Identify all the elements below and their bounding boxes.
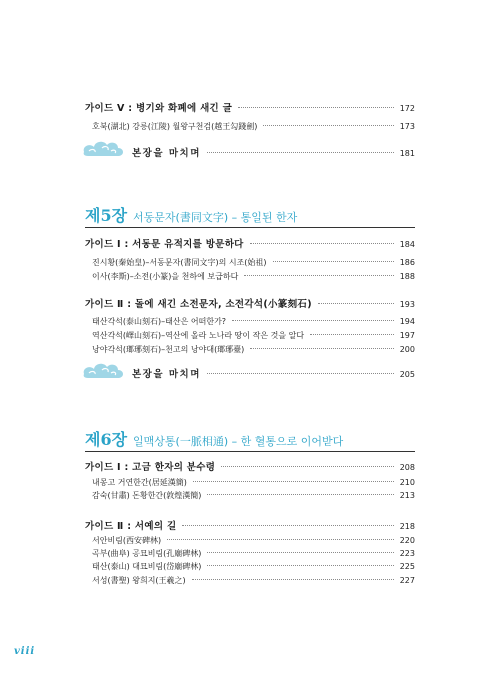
leader-dots: [263, 125, 393, 126]
item-label: 진시황(秦始皇)–서동문자(書同文字)의 시조(始祖): [92, 258, 267, 267]
toc-item[interactable]: [92, 477, 415, 488]
item-label: 낭야각석(瑯琊刻石)–천고의 낭야대(瑯琊臺): [92, 345, 245, 354]
toc-item[interactable]: [92, 121, 415, 132]
leader-dots: [193, 481, 394, 482]
item-label: 서성(書聖) 왕희지(王羲之): [92, 576, 186, 585]
item-label: 서안비림(西安碑林): [92, 536, 162, 545]
chapter-title: 서동문자(書同文字) – 통일된 한자: [133, 211, 298, 224]
item-label: 이사(李斯)–소전(小篆)을 천하에 보급하다: [92, 272, 239, 281]
leader-dots: [182, 525, 393, 526]
item-label: 곡부(曲阜) 공묘비림(孔廟碑林): [92, 549, 202, 558]
leader-dots: [273, 261, 394, 262]
toc-guide-v[interactable]: [85, 100, 415, 114]
page-number: 223: [399, 549, 415, 558]
toc-summary[interactable]: [132, 145, 415, 159]
chapter-6-heading[interactable]: [85, 427, 343, 450]
toc-item[interactable]: [92, 561, 415, 572]
guide-label: 가이드 Ⅴ : 병기와 화폐에 새긴 글: [85, 103, 233, 114]
leader-dots: [167, 539, 394, 540]
page-number: 194: [399, 317, 415, 326]
toc-item[interactable]: [92, 575, 415, 586]
item-label: 태산각석(泰山刻石)–태산은 어떠한가?: [92, 317, 227, 326]
page-number: 193: [399, 300, 415, 309]
chapter-5-heading[interactable]: [85, 203, 297, 226]
page-number: 181: [399, 149, 415, 158]
toc-item[interactable]: [92, 330, 415, 341]
page-number: 200: [399, 345, 415, 354]
guide-label: 가이드 Ⅰ : 고금 한자의 분수령: [85, 462, 216, 473]
item-label: 호북(湖北) 강릉(江陵) 월왕구천검(越王勾踐劍): [92, 122, 258, 131]
page-number: 227: [399, 576, 415, 585]
toc-item[interactable]: [92, 548, 415, 559]
item-label: 태산(泰山) 대묘비림(岱廟碑林): [92, 562, 202, 571]
page-number: 218: [399, 522, 415, 531]
leader-dots: [221, 466, 394, 467]
chapter-number: 제6장: [85, 430, 128, 449]
toc-guide[interactable]: [85, 459, 415, 473]
leader-dots: [250, 348, 393, 349]
leader-dots: [250, 243, 394, 244]
toc-summary[interactable]: [132, 366, 415, 380]
leader-dots: [310, 334, 394, 335]
cloud-ornament-icon: [80, 358, 126, 384]
page-number: 172: [399, 104, 415, 113]
guide-label: 가이드 Ⅰ : 서동문 유적지를 방문하다: [85, 239, 244, 250]
chapter-rule: [85, 227, 415, 228]
page-number: 188: [399, 272, 415, 281]
page-number: 173: [399, 122, 415, 131]
chapter-title: 일맥상통(一脈相通) – 한 혈통으로 이어받다: [133, 435, 344, 448]
leader-dots: [232, 320, 394, 321]
leader-dots: [207, 552, 393, 553]
toc-guide[interactable]: [85, 236, 415, 250]
page-number: 205: [399, 370, 415, 379]
toc-guide[interactable]: [85, 518, 415, 532]
leader-dots: [207, 373, 394, 374]
toc-item[interactable]: [92, 535, 415, 546]
page-number: 197: [399, 331, 415, 340]
leader-dots: [192, 579, 394, 580]
leader-dots: [207, 565, 393, 566]
page-number: 210: [399, 478, 415, 487]
leader-dots: [244, 275, 393, 276]
page-number: 208: [399, 463, 415, 472]
toc-item[interactable]: [92, 257, 415, 268]
cloud-ornament-icon: [80, 136, 126, 162]
item-label: 감숙(甘肅) 돈황한간(敦煌漢簡): [92, 491, 202, 500]
toc-item[interactable]: [92, 490, 415, 501]
chapter-number: 제5장: [85, 206, 128, 225]
leader-dots: [207, 494, 393, 495]
page-number: 225: [399, 562, 415, 571]
toc-guide[interactable]: [85, 296, 415, 310]
guide-label: 가이드 Ⅱ : 서예의 길: [85, 521, 177, 532]
leader-dots: [207, 152, 394, 153]
page-number: 184: [399, 240, 415, 249]
summary-label: 본장을 마치며: [132, 148, 201, 159]
toc-item[interactable]: [92, 344, 415, 355]
page-number: 213: [399, 491, 415, 500]
leader-dots: [318, 303, 394, 304]
page-number: 220: [399, 536, 415, 545]
chapter-rule: [85, 451, 415, 452]
toc-item[interactable]: [92, 316, 415, 327]
toc-item[interactable]: [92, 271, 415, 282]
leader-dots: [238, 107, 394, 108]
page-number: 186: [399, 258, 415, 267]
page-folio: viii: [14, 646, 36, 657]
guide-label: 가이드 Ⅱ : 돌에 새긴 소전문자, 소전각석(小篆刻石): [85, 299, 312, 310]
item-label: 역산각석(嶧山刻石)–역산에 올라 노나라 땅이 작은 것을 알다: [92, 331, 305, 340]
item-label: 내몽고 거연한간(居延漢簡): [92, 478, 187, 487]
summary-label: 본장을 마치며: [132, 369, 201, 380]
